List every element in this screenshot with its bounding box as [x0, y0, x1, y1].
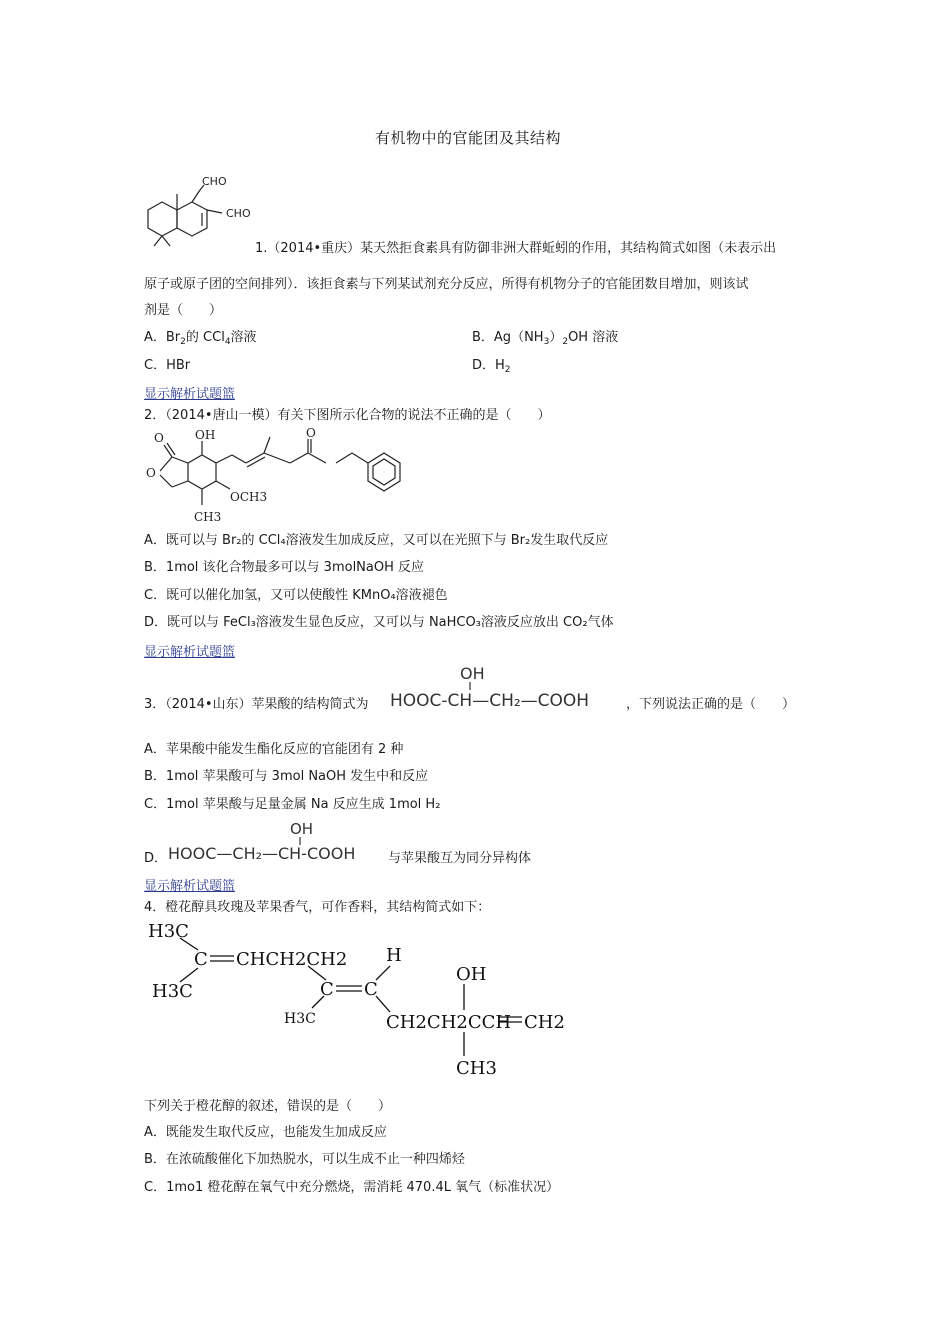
- q3-option-a[interactable]: A．苹果酸中能发生酯化反应的官能团有 2 种: [144, 742, 404, 757]
- q3-d-formula-main: HOOC—CH₂—CH-COOH: [168, 844, 356, 863]
- q4-ch3-label: CH3: [456, 1058, 497, 1079]
- q2-ch3-label: CH3: [194, 510, 222, 524]
- q2-o-label-1: O: [154, 431, 164, 445]
- q3-show-analysis-link[interactable]: 显示解析试题篮: [144, 879, 236, 894]
- q4-c-3: C: [364, 979, 378, 1000]
- q4-h3c-bottom: H3C: [152, 981, 193, 1002]
- q3-stem-suffix: ，下列说法正确的是（ ）: [626, 697, 796, 712]
- q1-option-a[interactable]: A．$Br_2$的 CCl$_4$溶液: [144, 330, 257, 347]
- q3-d-formula-oh: OH: [290, 820, 314, 838]
- q3-formula-main: HOOC-CH—CH₂—COOH: [390, 691, 590, 711]
- q4-h3c-top: H3C: [148, 921, 189, 942]
- q3-option-b[interactable]: B．1mol 苹果酸可与 3mol NaOH 发生中和反应: [144, 769, 429, 784]
- q4-ch2-end: CH2: [524, 1012, 565, 1033]
- q1-stem-line1: 1.（2014•重庆）某天然拒食素具有防御非洲大群蚯蚓的作用，其结构简式如图（未表示出: [255, 241, 777, 256]
- q1-structure-diagram: [140, 168, 265, 258]
- q3-malic-acid-formula: [388, 660, 628, 712]
- q4-chch2ch2: CHCH2CH2: [236, 949, 348, 970]
- q4-ch2ch2cch: CH2CH2CCH: [386, 1012, 512, 1033]
- q3-option-d-label[interactable]: D．: [144, 851, 168, 866]
- q2-option-a[interactable]: A．既可以与 Br₂的 CCl₄溶液发生加成反应，又可以在光照下与 Br₂发生取代反应: [144, 533, 609, 548]
- q1-cho-label-1: CHO: [202, 175, 227, 188]
- q4-stem: 4．橙花醇具玫瑰及苹果香气，可作香料，其结构简式如下：: [144, 900, 491, 915]
- q4-option-b[interactable]: B．在浓硫酸催化下加热脱水，可以生成不止一种四烯烃: [144, 1152, 465, 1167]
- q4-option-a[interactable]: A．既能发生取代反应，也能发生加成反应: [144, 1125, 387, 1140]
- q4-oh-label: OH: [456, 964, 487, 985]
- q4-h-label: H: [386, 945, 402, 966]
- q4-c-2: C: [320, 979, 334, 1000]
- q1-option-d[interactable]: D．$H_2$: [472, 358, 511, 375]
- q4-h3c-mid: H3C: [284, 1011, 316, 1027]
- q1-option-c[interactable]: C．HBr: [144, 358, 191, 373]
- q1-stem-line2: 原子或原子团的空间排列）．该拒食素与下列某试剂充分反应，所得有机物分子的官能团数目增加，则该试: [144, 277, 749, 292]
- q4-option-c[interactable]: C．1mo1 橙花醇在氧气中充分燃烧，需消耗 470.4L 氧气（标准状况）: [144, 1180, 560, 1195]
- q4-question: 下列关于橙花醇的叙述，错误的是（ ）: [144, 1099, 392, 1114]
- q4-nerol-structure: [140, 916, 580, 1086]
- q2-option-b[interactable]: B．1mol 该化合物最多可以与 3molNaOH 反应: [144, 560, 425, 575]
- q1-show-analysis-link[interactable]: 显示解析试题篮: [144, 387, 236, 402]
- q1-cho-label-2: CHO: [226, 207, 251, 220]
- q2-structure-diagram: [140, 425, 420, 530]
- q2-oh-label: OH: [195, 428, 216, 442]
- q2-o-label-3: O: [306, 426, 316, 440]
- q2-option-d[interactable]: D．既可以与 FeCl₃溶液发生显色反应，又可以与 NaHCO₃溶液反应放出 CO₂气体: [144, 615, 614, 630]
- q3-option-d-text: 与苹果酸互为同分异构体: [388, 851, 532, 866]
- q3-formula-oh: OH: [460, 664, 485, 683]
- q2-o-label-2: O: [146, 466, 156, 480]
- q1-stem-line3: 剂是（ ）: [144, 303, 223, 318]
- q3-option-c[interactable]: C．1mol 苹果酸与足量金属 Na 反应生成 1mol H₂: [144, 797, 441, 812]
- q2-och3-label: OCH3: [230, 490, 268, 504]
- q3-stem-prefix: 3．（2014•山东）苹果酸的结构简式为: [144, 697, 369, 712]
- q2-show-analysis-link[interactable]: 显示解析试题篮: [144, 645, 236, 660]
- q3-option-d-formula: [166, 816, 392, 866]
- q2-option-c[interactable]: C．既可以催化加氢，又可以使酸性 KMnO₄溶液褪色: [144, 588, 448, 603]
- q2-stem: 2．（2014•唐山一模）有关下图所示化合物的说法不正确的是（ ）: [144, 408, 551, 423]
- q4-c-1: C: [194, 949, 208, 970]
- q1-option-b[interactable]: B．$Ag(NH_3)_2OH$ 溶液: [472, 330, 619, 347]
- page-title: 有机物中的官能团及其结构: [375, 129, 562, 147]
